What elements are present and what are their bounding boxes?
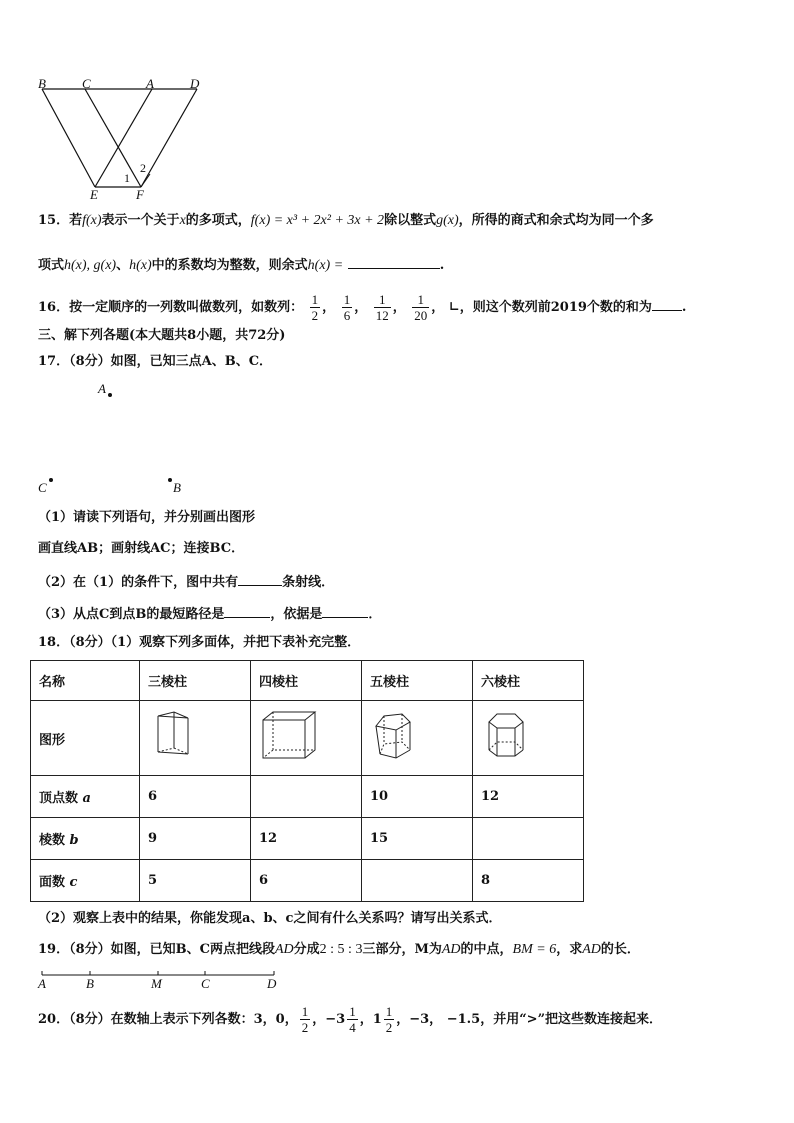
question-17-title: 17．（8分）如图，已知三点A、B、C． (38, 354, 273, 369)
cell-vertices-3: 6 (140, 776, 251, 818)
point-C-dot (49, 478, 53, 482)
point-A-dot (108, 393, 112, 397)
cell-vertices-4[interactable] (251, 776, 362, 818)
question-18-title: 18．（8分）（1）观察下列多面体，并把下表补充完整． (38, 635, 361, 650)
cell-faces-5[interactable] (362, 860, 473, 902)
header-square-prism: 四棱柱 (251, 661, 362, 701)
cell-vertices-5: 10 (362, 776, 473, 818)
section-3-heading: 三、解下列各题(本大题共8小题，共72分) (38, 328, 286, 343)
point-A-label: A (98, 381, 106, 396)
fraction-1-12: $\frac{1}{12}$ (375, 292, 389, 323)
question-19: 19．（8分）如图，已知B、C两点把线段AD分成2 : 5 : 3三部分，M为AD的中点，BM = 6，求AD的长． (38, 942, 640, 957)
label-E: E (90, 187, 98, 202)
question-18-part-2: （2）观察上表中的结果，你能发现a、b、c之间有什么关系吗？请写出关系式． (38, 911, 502, 926)
row-label-vertices: 顶点数 a (31, 776, 140, 818)
answer-blank-15[interactable] (348, 254, 440, 269)
segment-label-C: C (201, 976, 210, 991)
header-triangular-prism: 三棱柱 (140, 661, 251, 701)
cell-faces-6: 8 (473, 860, 584, 902)
polyhedra-table (30, 660, 584, 902)
segment-label-A: A (38, 976, 46, 991)
point-B-label: B (173, 480, 181, 495)
cell-faces-3: 5 (140, 860, 251, 902)
table-row-edges (31, 818, 584, 860)
square-prism-icon (259, 708, 319, 764)
answer-blank-17-3a[interactable] (224, 603, 270, 618)
label-B: B (38, 76, 46, 91)
fraction-q20-3: $\frac{1}{2}$ (385, 1004, 393, 1035)
fraction-1-2: $\frac{1}{2}$ (311, 292, 319, 323)
hexagonal-prism-icon (481, 708, 531, 764)
row-label-edges: 棱数 b (31, 818, 140, 860)
cell-triangular-prism-figure (140, 701, 251, 776)
table-row-figure (31, 701, 584, 776)
label-F: F (136, 187, 144, 202)
row-label-faces: 面数 c (31, 860, 140, 902)
cell-edges-5: 15 (362, 818, 473, 860)
cell-pentagonal-prism-figure (362, 701, 473, 776)
question-17-part-1-statements: 画直线AB；画射线AC；连接BC． (38, 541, 245, 556)
fraction-1-20: $\frac{1}{20}$ (414, 292, 428, 323)
cell-vertices-6: 12 (473, 776, 584, 818)
header-hexagonal-prism: 六棱柱 (473, 661, 584, 701)
cell-edges-3: 9 (140, 818, 251, 860)
segment-AD-diagram (38, 968, 288, 982)
cell-hexagonal-prism-figure (473, 701, 584, 776)
table-row-faces (31, 860, 584, 902)
question-15-line-2: 项式h(x), g(x)、h(x)中的系数均为整数，则余式h(x) = . (38, 254, 444, 275)
table-row-vertices (31, 776, 584, 818)
figure-parallelograms (30, 72, 220, 207)
question-15-line-1: 15．若f(x)表示一个关于x的多项式，f(x) = x³ + 2x² + 3x + 2除以整式g(x)，所得的商式和余式均为同一个多 (38, 213, 654, 228)
question-17-part-2: （2）在（1）的条件下，图中共有 条射线． (38, 571, 334, 592)
fraction-1-6: $\frac{1}{6}$ (343, 292, 351, 323)
fraction-q20-1: $\frac{1}{2}$ (301, 1004, 309, 1035)
header-name: 名称 (31, 661, 140, 701)
segment-label-D: D (267, 976, 277, 991)
angle-2-label: 2 (140, 161, 146, 175)
question-17-part-1: （1）请读下列语句，并分别画出图形 (38, 510, 256, 525)
cell-square-prism-figure (251, 701, 362, 776)
label-D: D (190, 76, 200, 91)
triangular-prism-icon (148, 708, 198, 764)
cell-edges-4: 12 (251, 818, 362, 860)
row-label-figure: 图形 (31, 701, 140, 776)
question-16: 16．按一定顺序的一列数叫做数列，如数列： $\frac{1}{2}$ ， $\frac{1}{6}$ ， $\frac{1}{12}$ ， $\frac{1}{20}$ ， ∟，则这个数列前2019个数的和为 . (38, 292, 687, 323)
table-header-row (31, 661, 584, 701)
pentagonal-prism-icon (370, 708, 420, 764)
label-C: C (82, 76, 91, 91)
header-pentagonal-prism: 五棱柱 (362, 661, 473, 701)
cell-faces-4: 6 (251, 860, 362, 902)
angle-1-label: 1 (124, 171, 130, 185)
label-A: A (146, 76, 154, 91)
point-B-dot (168, 478, 172, 482)
answer-blank-16[interactable] (652, 296, 682, 311)
answer-blank-17-2[interactable] (238, 571, 282, 586)
question-20: 20．（8分）在数轴上表示下列各数：3，0， $\frac{1}{2}$ ，−3 $\frac{1}{4}$ ，1 $\frac{1}{2}$ ，−3， −1.5，并用“>”把这些数连接起来． (38, 1004, 663, 1035)
answer-blank-17-3b[interactable] (322, 603, 368, 618)
cell-edges-6[interactable] (473, 818, 584, 860)
question-17-part-3: （3）从点C到点B的最短路径是 ，依据是 ． (38, 603, 381, 624)
segment-label-M: M (151, 976, 162, 991)
segment-label-B: B (86, 976, 94, 991)
point-C-label: C (38, 480, 47, 495)
fraction-q20-2: $\frac{1}{4}$ (349, 1004, 356, 1035)
